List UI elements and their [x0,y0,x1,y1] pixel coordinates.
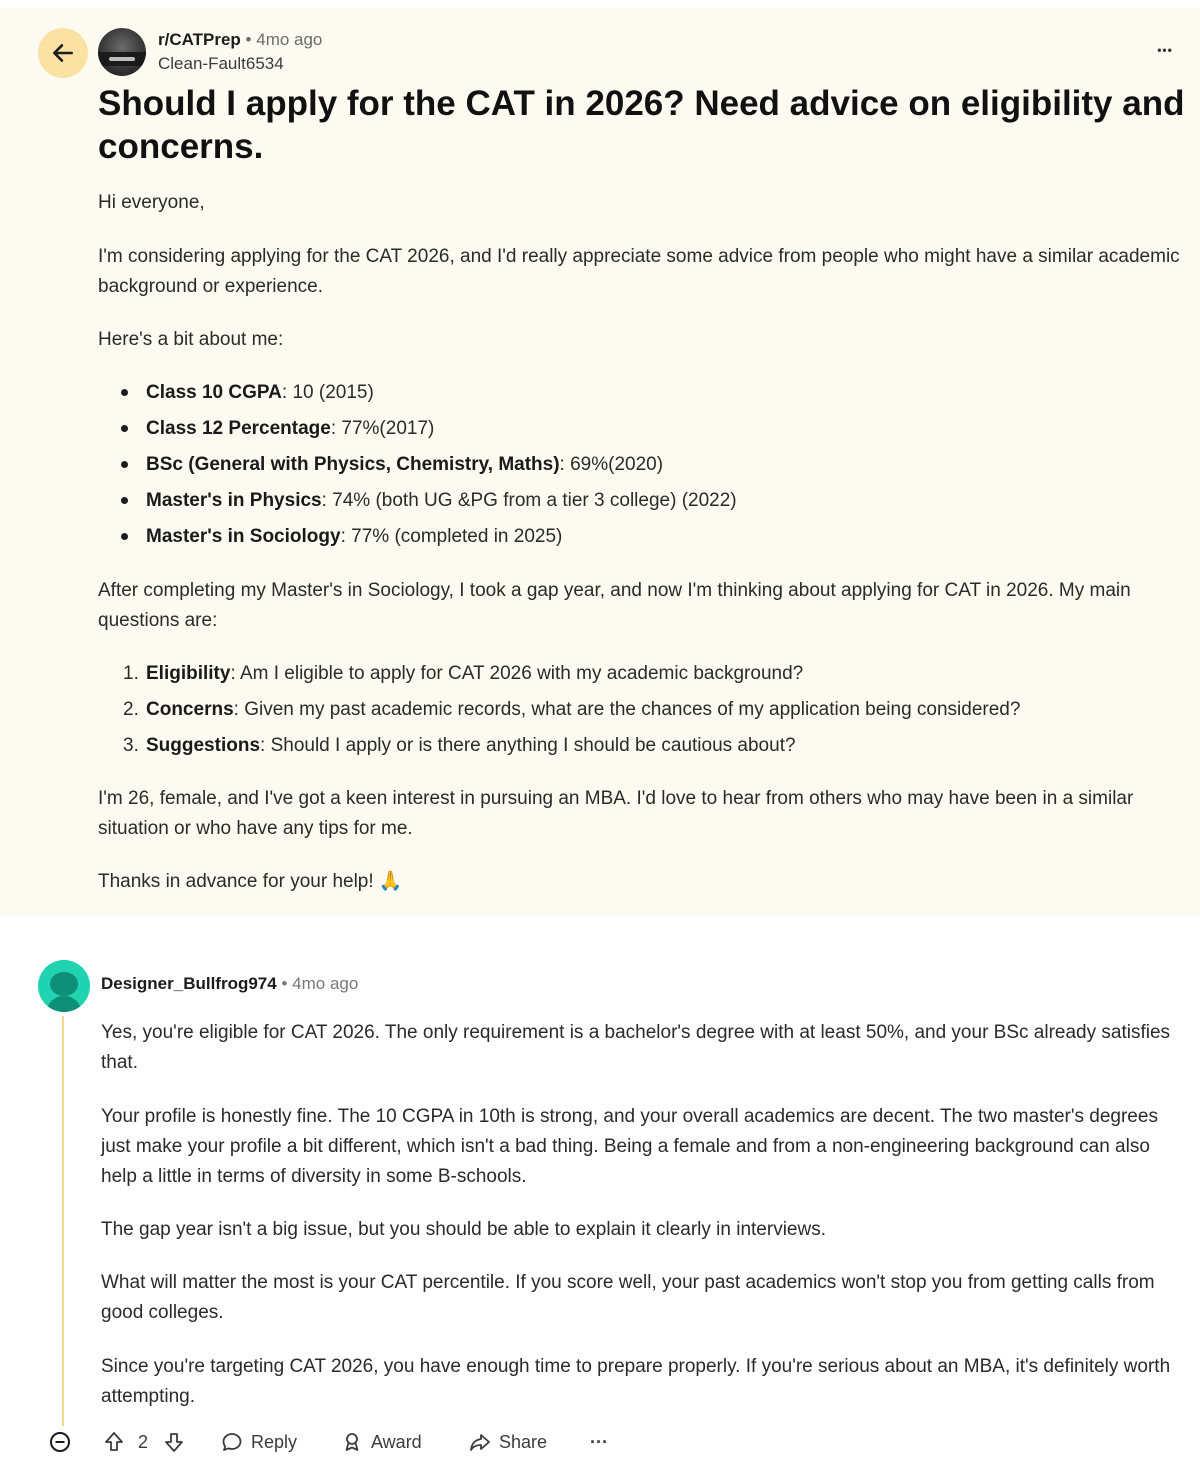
comment-author[interactable]: Designer_Bullfrog974 [101,974,277,993]
comment-bubble-icon [220,1430,244,1454]
list-item: 3. Suggestions: Should I apply or is there anything I should be cautious about? [123,735,796,756]
comment-paragraph: What will matter the most is your CAT percentile. If you score well, your past academics won't stop you from getting calls from good colleges. [101,1272,1155,1323]
post-intro: I'm considering applying for the CAT 2026, and I'd really appreciate some advice from people who might have a similar academic background or experience. [98,246,1180,297]
comment-paragraph: The gap year isn't a big issue, but you should be able to explain it clearly in interviews. [101,1219,826,1240]
back-button[interactable] [38,28,88,78]
subreddit-avatar[interactable] [98,28,146,76]
post-thanks: Thanks in advance for your help! 🙏 [98,871,403,892]
reply-button[interactable] [220,1424,297,1460]
list-item: Class 12 Percentage: 77%(2017) [98,414,737,450]
share-icon [468,1430,492,1454]
collapse-thread-button[interactable] [48,1424,72,1460]
list-item: 1. Eligibility: Am I eligible to apply for CAT 2026 with my academic background? [123,663,804,684]
post-greeting: Hi everyone, [98,192,205,213]
more-icon: ••• [1157,43,1173,57]
more-options-button[interactable] [1150,38,1180,62]
vote-count: 2 [138,1431,149,1452]
share-button[interactable] [468,1424,547,1460]
upvote-button[interactable] [102,1424,126,1460]
downvote-button[interactable] [162,1424,186,1460]
more-icon: ··· [590,1431,608,1452]
post-meta [158,30,322,50]
list-item: Master's in Sociology: 77% (completed in 2025) [98,522,737,558]
comment-paragraph: Since you're targeting CAT 2026, you have enough time to prepare properly. If you're serious about an MBA, it's definitely worth attempting. [101,1356,1171,1407]
list-item: 2. Concerns: Given my past academic records, what are the chances of my application being considered? [123,699,1021,720]
post-time: 4mo ago [256,30,323,49]
thread-line[interactable] [62,1016,64,1426]
meta-separator: • [245,30,252,49]
share-label: Share [499,1431,548,1452]
meta-separator: • [281,974,288,993]
arrow-left-icon [50,40,76,66]
post-about-lead: Here's a bit about me: [98,329,284,350]
post-title: Should I apply for the CAT in 2026? Need advice on eligibility and concerns. [98,84,1185,166]
commenter-avatar[interactable] [38,960,90,1012]
list-item: Master's in Physics: 74% (both UG &PG from a tier 3 college) (2022) [98,486,737,522]
comment-meta [101,974,358,994]
upvote-icon [102,1430,126,1454]
post-author[interactable]: Clean-Fault6534 [158,54,284,73]
list-item: BSc (General with Physics, Chemistry, Maths): 69%(2020) [98,450,737,486]
comment-paragraph: Your profile is honestly fine. The 10 CGPA in 10th is strong, and your overall academics are decent. The two master's degrees just make your profile a bit different, which isn't a bad thing. Being a female and from a non-engineering background can also help a little in terms of diversity in some B-schools. [101,1106,1158,1187]
award-icon [340,1430,364,1454]
collapse-icon [48,1430,72,1454]
background-list [98,378,737,558]
questions-list [98,659,1020,767]
subreddit-name[interactable]: r/CATPrep [158,30,241,49]
award-button[interactable] [340,1424,422,1460]
award-label: Award [371,1431,422,1452]
comment-more-button[interactable] [590,1424,608,1460]
comment-time: 4mo ago [292,974,359,993]
list-item: Class 10 CGPA: 10 (2015) [98,378,737,414]
downvote-icon [162,1430,186,1454]
comment-actions [48,1424,688,1460]
comment-paragraph: Yes, you're eligible for CAT 2026. The only requirement is a bachelor's degree with at least 50%, and your BSc already satisfies that. [101,1022,1171,1073]
post-personal: I'm 26, female, and I've got a keen interest in pursuing an MBA. I'd love to hear from others who may have been in a similar situation or who have any tips for me. [98,788,1134,839]
post-gap-text: After completing my Master's in Sociology, I took a gap year, and now I'm thinking about applying for CAT in 2026. My main questions are: [98,580,1131,631]
reply-label: Reply [251,1431,298,1452]
